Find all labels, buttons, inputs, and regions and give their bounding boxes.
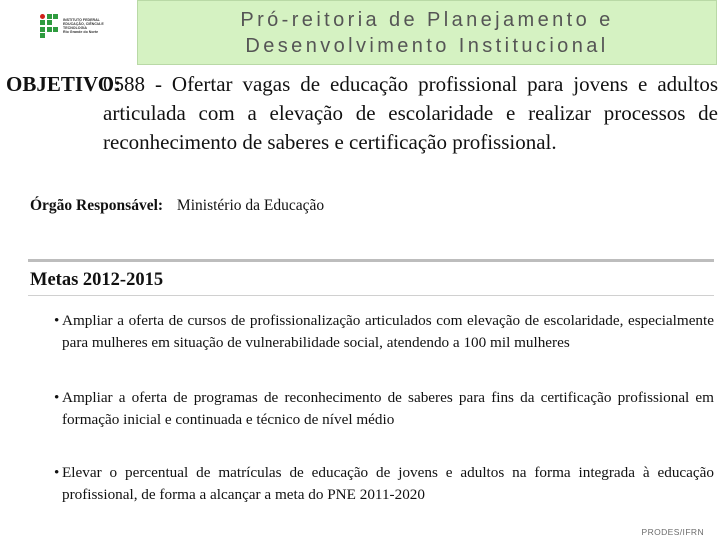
logo-line-2: EDUCAÇÃO, CIÊNCIA E TECNOLOGIA xyxy=(63,21,104,30)
meta-item-text: Elevar o percentual de matrículas de educação de jovens e adultos na forma integrada à educação profissional, de forma a alcançar a meta do PNE 2011-2020 xyxy=(62,464,714,503)
logo-text xyxy=(63,18,115,35)
meta-item xyxy=(54,387,714,431)
objetivo-section xyxy=(6,70,718,157)
section-divider xyxy=(28,259,714,262)
metas-title: Metas 2012-2015 xyxy=(30,270,164,290)
meta-item-text: Ampliar a oferta de programas de reconhecimento de saberes para fins da certificação profissional em formação inicial e continuada e técnico de nível médio xyxy=(62,389,714,428)
orgao-value: Ministério da Educação xyxy=(176,197,325,214)
objetivo-label: OBJETIVO: xyxy=(6,72,122,96)
ifrn-logo xyxy=(40,10,130,42)
bullet-icon: • xyxy=(54,312,60,329)
metas-underline xyxy=(28,295,714,296)
footer-label: PRODES/IFRN xyxy=(641,527,704,537)
logo-line-1: INSTITUTO FEDERAL xyxy=(63,17,100,22)
logo-line-3: Rio Grande do Norte xyxy=(63,30,99,35)
meta-item-text: Ampliar a oferta de cursos de profissionalização articulados com elevação de escolaridade, especialmente para mulheres em situação de vulnerabilidade social, atendendo a 100 mil mulheres xyxy=(62,312,714,351)
meta-item xyxy=(54,310,714,354)
orgao-responsavel xyxy=(30,197,324,215)
header-banner xyxy=(137,0,717,65)
meta-item xyxy=(54,462,714,506)
bullet-icon: • xyxy=(54,464,60,481)
bullet-icon: • xyxy=(54,389,60,406)
orgao-label: Órgão Responsável: xyxy=(30,197,164,214)
page-title-line-2: Desenvolvimento Institucional xyxy=(245,35,609,57)
page-title-line-1: Pró-reitoria de Planejamento e xyxy=(240,9,614,31)
if-logo-mark-icon xyxy=(40,14,58,39)
objetivo-text: 0588 - Ofertar vagas de educação profissional para jovens e adultos articulada com a elevação de escolaridade e realizar processos de reconhecimento de saberes e certificação profissional. xyxy=(103,72,718,154)
